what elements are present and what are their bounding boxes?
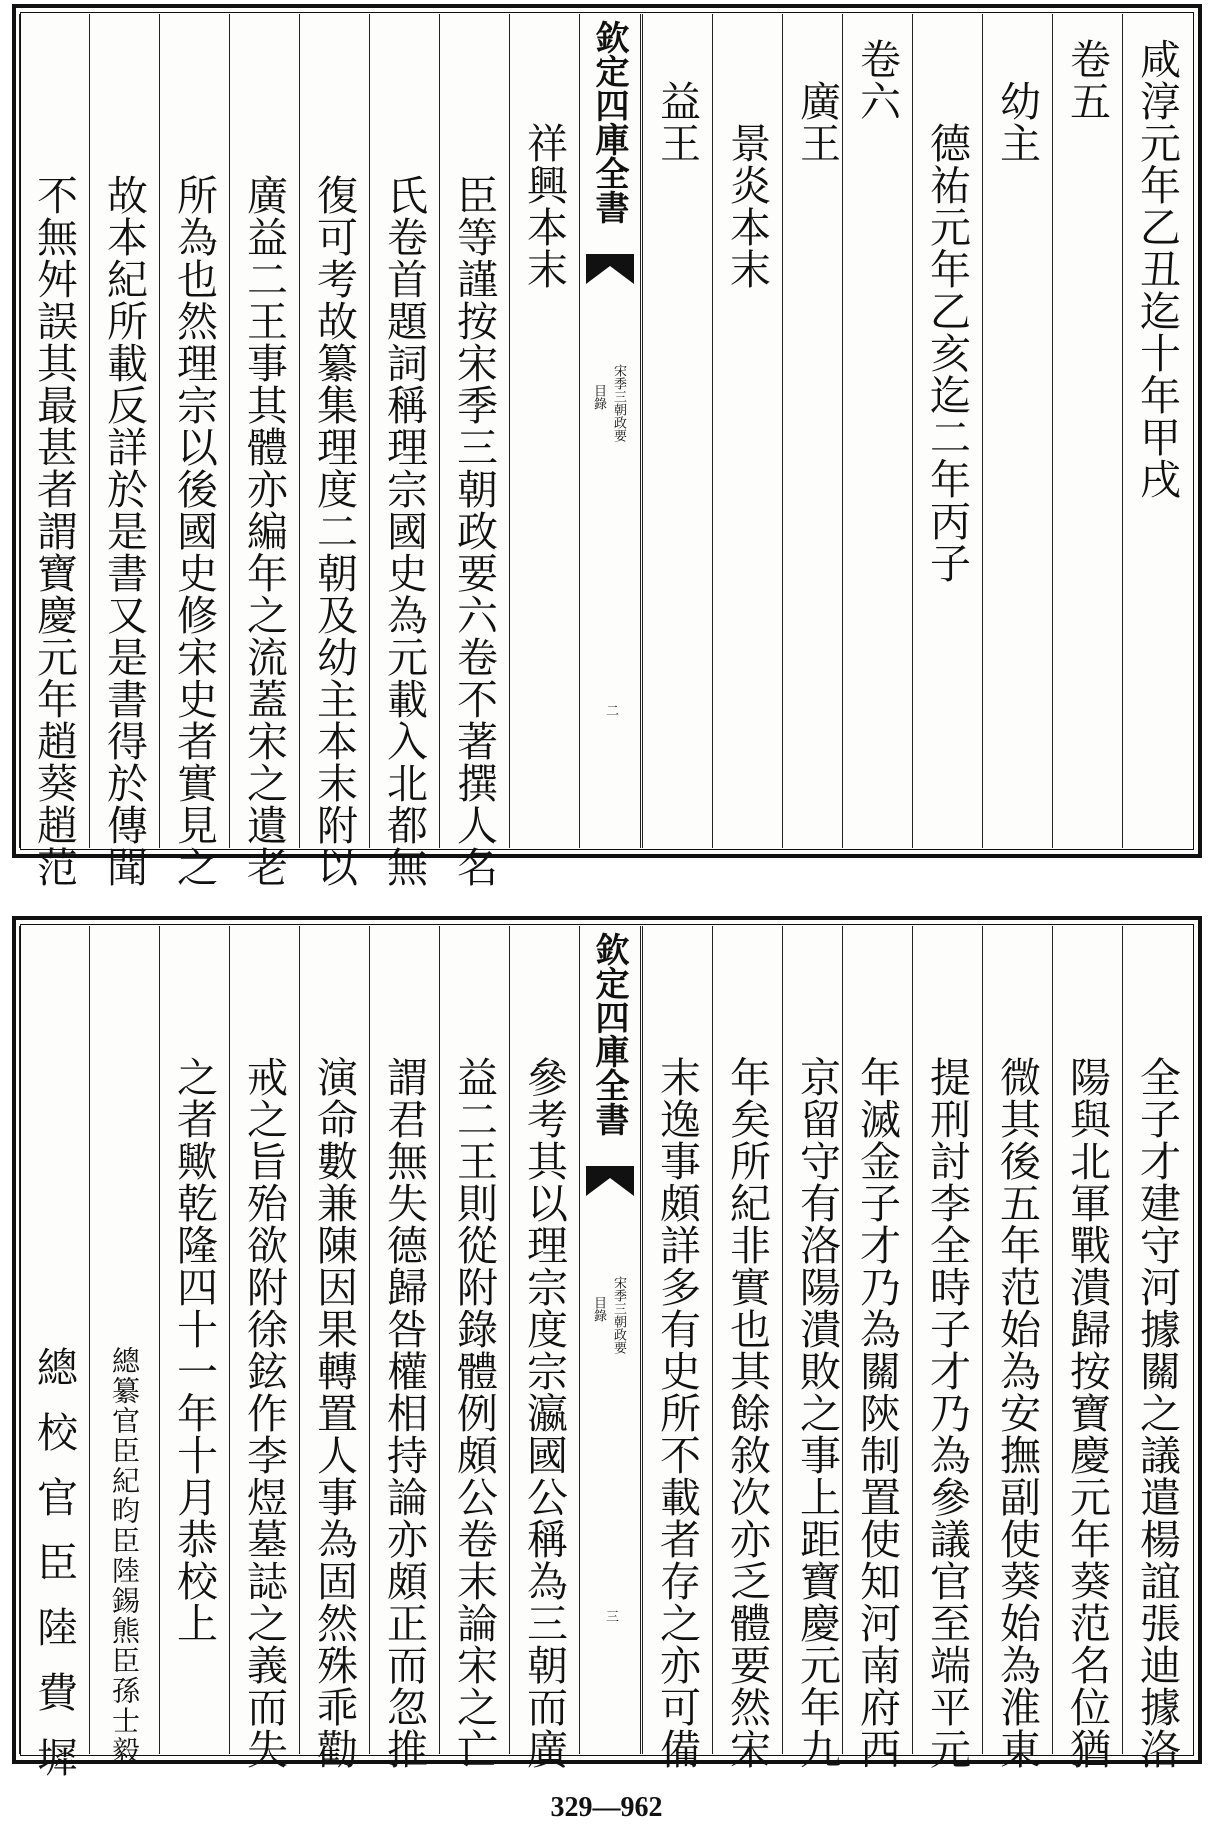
- book-subtitle: 宋季三朝政要: [611, 1276, 626, 1354]
- bottom-column-11: [369, 926, 439, 1770]
- bottom-column-13: [229, 926, 299, 1770]
- top-column-2: [1052, 14, 1122, 848]
- section-label: 目錄: [591, 384, 606, 410]
- bottom-column-8: [642, 926, 712, 1770]
- column-text: 氏卷首題詞稱理宗國史為元載入北都無: [380, 174, 428, 888]
- column-text: 所為也然理宗以後國史修宋史者實見之: [170, 174, 218, 888]
- column-text: 益王: [653, 80, 701, 164]
- top-column-13: [229, 14, 299, 888]
- page-number: 二: [606, 704, 620, 719]
- bottom-column-3: [982, 926, 1052, 1770]
- top-column-5: [842, 14, 912, 848]
- book-subtitle: 宋季三朝政要: [611, 364, 626, 442]
- column-text: 之者歟乾隆四十一年十月恭校上: [170, 1056, 218, 1644]
- column-text: 微其後五年范始為安撫副使葵始為淮東: [993, 1056, 1041, 1770]
- column-text: 年矣所紀非實也其餘敘次亦乏體要然宋: [723, 1056, 771, 1770]
- bottom-column-12: [299, 926, 369, 1770]
- column-text: 復可考故纂集理度二朝及幼主本末附以: [310, 174, 358, 888]
- column-text: 全子才建守河據關之議遣楊誼張迪據洛: [1133, 1056, 1181, 1770]
- column-text: 咸淳元年乙丑迄十年甲戌: [1133, 38, 1181, 500]
- top-column-12: [299, 14, 369, 888]
- column-text: 謂君無失德歸咎權相持論亦頗正而忽推: [380, 1056, 428, 1770]
- column-text: 故本紀所載反詳於是書又是書得於傳聞: [100, 174, 148, 888]
- section-label: 目錄: [591, 1296, 606, 1322]
- bottom-column-5: [842, 926, 912, 1770]
- top-column-6: [782, 14, 852, 848]
- bottom-center-band: [579, 926, 641, 1754]
- column-text: 參考其以理宗度宗瀛國公稱為三朝而廣: [520, 1056, 568, 1770]
- column-text: 演命數兼陳因果轉置人事為固然殊乖勸: [310, 1056, 358, 1770]
- column-text: 總校官臣陸費墀: [30, 1346, 78, 1801]
- bottom-column-14: [159, 926, 229, 1754]
- bottom-column-9: [509, 926, 579, 1770]
- column-text: 臣等謹按宋季三朝政要六卷不著撰人名: [450, 174, 498, 888]
- column-text: 景炎本末: [723, 122, 771, 290]
- bottom-column-7: [712, 926, 782, 1770]
- column-text: 幼主: [993, 80, 1041, 164]
- column-text: 總纂官臣紀昀臣陸錫熊臣孫士毅: [108, 1346, 141, 1766]
- column-text: 末逸事頗詳多有史所不載者存之亦可備: [653, 1056, 701, 1770]
- bottom-column-1: [1122, 926, 1192, 1770]
- top-column-11: [369, 14, 439, 888]
- column-text: 廣王: [793, 80, 841, 164]
- column-text: 卷六: [853, 38, 901, 122]
- fish-tail-icon: [586, 254, 634, 284]
- bottom-column-15: [89, 926, 159, 1766]
- top-column-10: [439, 14, 509, 888]
- column-text: 京留守有洛陽潰敗之事上距寶慶元年九: [793, 1056, 841, 1770]
- column-text: 益二王則從附錄體例頗公卷末論宋之亡: [450, 1056, 498, 1770]
- top-column-4: [912, 14, 982, 848]
- top-column-15: [89, 14, 159, 888]
- bottom-column-4: [912, 926, 982, 1770]
- top-column-8: [642, 14, 712, 848]
- column-text: 陽與北軍戰潰歸按寶慶元年葵范名位猶: [1063, 1056, 1111, 1770]
- top-column-7: [712, 14, 782, 848]
- top-column-16: [19, 14, 89, 888]
- column-text: 祥興本末: [520, 122, 568, 290]
- bottom-column-16: [19, 926, 89, 1801]
- top-center-band: [579, 14, 641, 848]
- bottom-column-6: [782, 926, 852, 1770]
- top-column-3: [982, 14, 1052, 848]
- page-number: 三: [606, 1610, 620, 1625]
- top-column-9: [509, 14, 579, 848]
- top-page: [12, 4, 1202, 888]
- bottom-page: [12, 916, 1202, 1801]
- top-column-1: [1122, 14, 1192, 848]
- column-text: 戒之旨殆欲附徐鉉作李煜墓誌之義而失: [240, 1056, 288, 1770]
- column-text: 卷五: [1063, 38, 1111, 122]
- column-text: 年滅金子才乃為關陝制置使知河南府西: [853, 1056, 901, 1770]
- bottom-column-2: [1052, 926, 1122, 1770]
- column-text: 不無舛誤其最甚者謂寶慶元年趙葵趙范: [30, 174, 78, 888]
- top-column-14: [159, 14, 229, 888]
- page-code: 329—962: [550, 1792, 663, 1823]
- bottom-column-10: [439, 926, 509, 1770]
- collection-title: 欽定四庫全書: [589, 932, 629, 1136]
- fish-tail-icon: [586, 1166, 634, 1196]
- column-text: 提刑討李全時子才乃為參議官至端平元: [923, 1056, 971, 1770]
- column-text: 廣益二王事其體亦編年之流蓋宋之遺老: [240, 174, 288, 888]
- collection-title: 欽定四庫全書: [589, 20, 629, 224]
- column-text: 德祐元年乙亥迄二年丙子: [923, 122, 971, 584]
